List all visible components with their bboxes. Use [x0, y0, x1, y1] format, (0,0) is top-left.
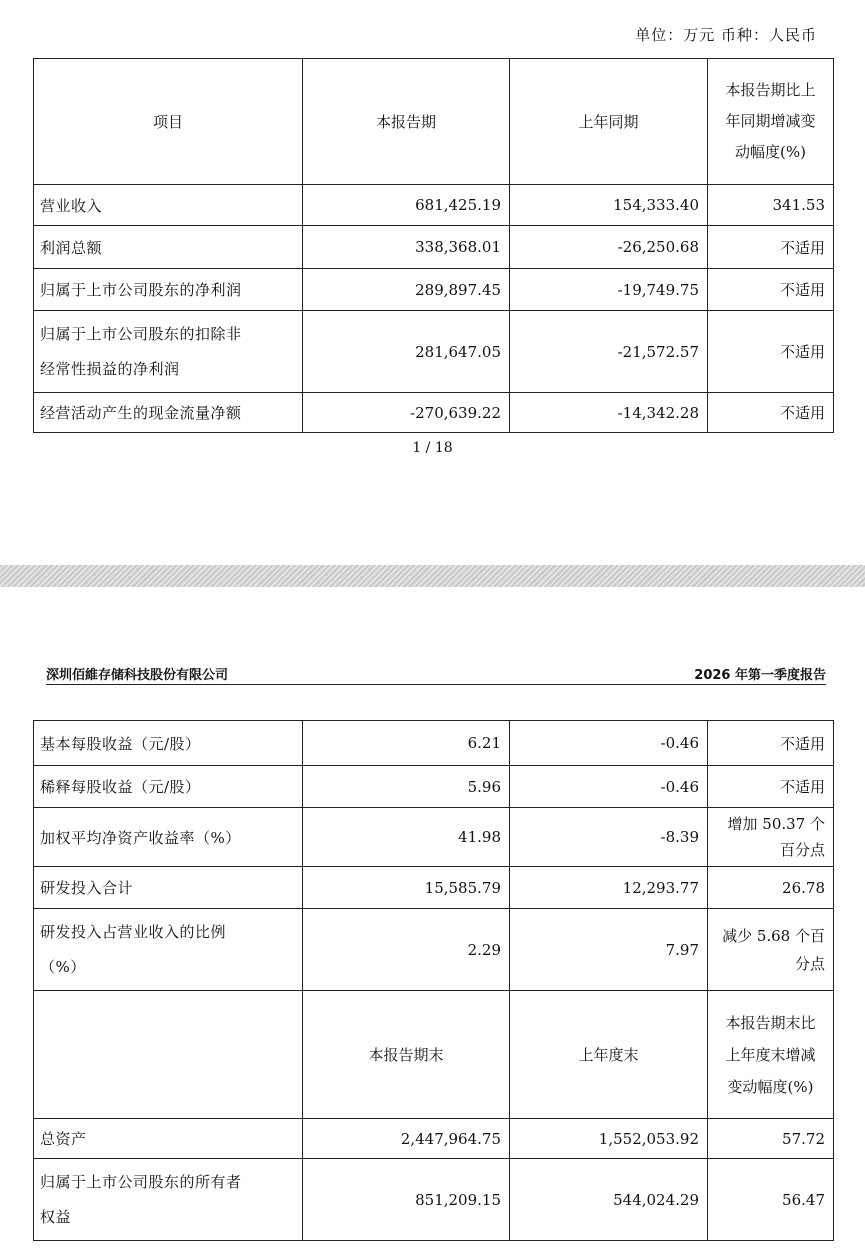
row-change: 减少 5.68 个百 分点 — [708, 909, 834, 991]
header-change: 本报告期比上 年同期增减变 动幅度(%) — [708, 59, 834, 185]
row-label: 营业收入 — [34, 185, 303, 226]
row-prior: -26,250.68 — [510, 226, 708, 269]
table-row — [34, 1159, 834, 1241]
row-prior: 12,293.77 — [510, 867, 708, 909]
header-prior-year-end: 上年度末 — [510, 991, 708, 1119]
table-row — [34, 226, 834, 269]
row-current: 281,647.05 — [303, 311, 510, 393]
row-label: 加权平均净资产收益率（%） — [34, 808, 303, 867]
page-header — [46, 664, 826, 685]
table-header-row — [34, 59, 834, 185]
row-label: 总资产 — [34, 1119, 303, 1159]
row-change: 不适用 — [708, 226, 834, 269]
row-label: 经营活动产生的现金流量净额 — [34, 393, 303, 433]
row-prior: -19,749.75 — [510, 269, 708, 311]
row-prior: -0.46 — [510, 721, 708, 766]
header-period-end: 本报告期末 — [303, 991, 510, 1119]
row-change: 341.53 — [708, 185, 834, 226]
row-current: 5.96 — [303, 766, 510, 808]
row-current: 2,447,964.75 — [303, 1119, 510, 1159]
table-row — [34, 808, 834, 867]
page-separator — [0, 565, 865, 587]
unit-currency-line: 单位：万元 币种：人民币 — [635, 26, 817, 44]
header-current-period: 本报告期 — [303, 59, 510, 185]
row-label: 归属于上市公司股东的扣除非 经常性损益的净利润 — [34, 311, 303, 393]
row-change: 增加 50.37 个 百分点 — [708, 808, 834, 867]
row-prior: 154,333.40 — [510, 185, 708, 226]
row-current: 41.98 — [303, 808, 510, 867]
row-label: 利润总额 — [34, 226, 303, 269]
table-header-row — [34, 991, 834, 1119]
row-change: 不适用 — [708, 721, 834, 766]
row-change: 不适用 — [708, 311, 834, 393]
row-current: 289,897.45 — [303, 269, 510, 311]
row-label: 归属于上市公司股东的净利润 — [34, 269, 303, 311]
table-row — [34, 1119, 834, 1159]
table-row — [34, 766, 834, 808]
row-change: 56.47 — [708, 1159, 834, 1241]
row-current: 2.29 — [303, 909, 510, 991]
row-current: 681,425.19 — [303, 185, 510, 226]
row-prior: -0.46 — [510, 766, 708, 808]
row-label: 基本每股收益（元/股） — [34, 721, 303, 766]
header-item: 项目 — [34, 59, 303, 185]
row-current: 338,368.01 — [303, 226, 510, 269]
row-prior: 1,552,053.92 — [510, 1119, 708, 1159]
table-row — [34, 185, 834, 226]
header-change: 本报告期末比 上年度末增减 变动幅度(%) — [708, 991, 834, 1119]
row-change: 不适用 — [708, 766, 834, 808]
row-prior: -8.39 — [510, 808, 708, 867]
page-number: 1 / 18 — [412, 440, 453, 456]
row-current: 6.21 — [303, 721, 510, 766]
table-row — [34, 393, 834, 433]
table-row — [34, 867, 834, 909]
row-change: 不适用 — [708, 393, 834, 433]
row-prior: -21,572.57 — [510, 311, 708, 393]
row-label: 研发投入占营业收入的比例 （%） — [34, 909, 303, 991]
row-label: 研发投入合计 — [34, 867, 303, 909]
row-change: 不适用 — [708, 269, 834, 311]
financial-table-page1 — [33, 58, 834, 433]
row-prior: -14,342.28 — [510, 393, 708, 433]
row-change: 26.78 — [708, 867, 834, 909]
header-prior-period: 上年同期 — [510, 59, 708, 185]
row-prior: 544,024.29 — [510, 1159, 708, 1241]
row-current: 851,209.15 — [303, 1159, 510, 1241]
row-label: 稀释每股收益（元/股） — [34, 766, 303, 808]
table-row — [34, 311, 834, 393]
table-row — [34, 909, 834, 991]
row-current: -270,639.22 — [303, 393, 510, 433]
row-change: 57.72 — [708, 1119, 834, 1159]
row-prior: 7.97 — [510, 909, 708, 991]
row-label: 归属于上市公司股东的所有者 权益 — [34, 1159, 303, 1241]
report-title: 2026 年第一季度报告 — [694, 668, 826, 683]
table-row — [34, 721, 834, 766]
row-current: 15,585.79 — [303, 867, 510, 909]
table-row — [34, 269, 834, 311]
company-name: 深圳佰維存储科技股份有限公司 — [46, 668, 229, 683]
header-item-blank — [34, 991, 303, 1119]
financial-table-page2 — [33, 720, 834, 1241]
